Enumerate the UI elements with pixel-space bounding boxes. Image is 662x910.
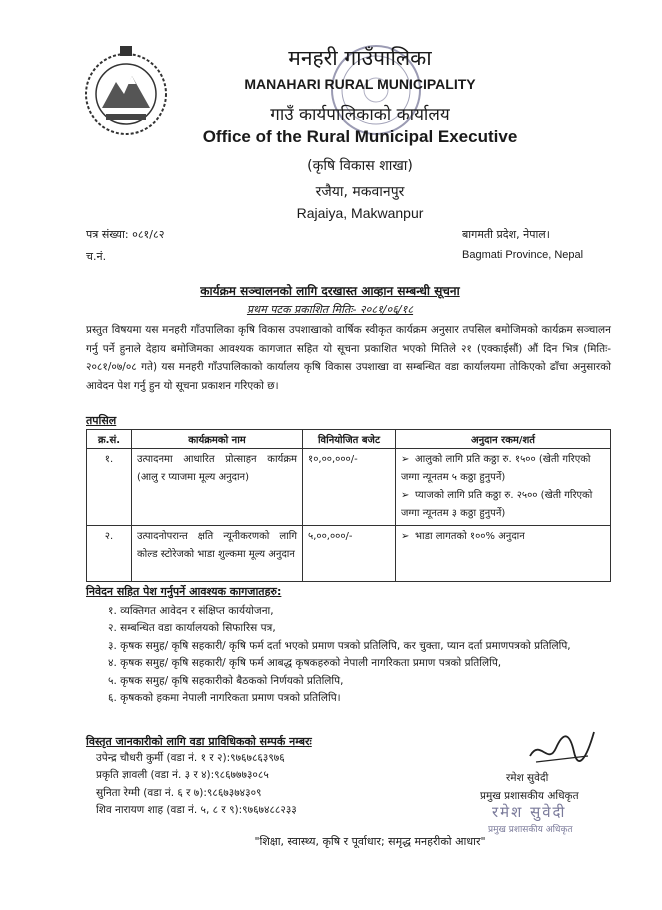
office-title-np: गाउँ कार्यपालिकाको कार्यालय (270, 105, 450, 125)
documents-list (108, 603, 608, 707)
header-terms: अनुदान रकम/शर्त (396, 430, 611, 449)
table-row (87, 526, 611, 582)
program-table (86, 429, 611, 582)
municipality-title-np: मनहरी गाउँपालिका (288, 46, 432, 70)
list-item: ६. कृषकको हकमा नेपाली नागरिकता प्रमाण पत्रको प्रतिलिपि। (108, 692, 341, 705)
terms-item: ➢ आलुको लागि प्रति कठ्ठा रु. १५०० (खेती गरिएको जग्गा न्यूनतम ५ कठ्ठा हुनुपर्ने) (401, 451, 605, 487)
address-np: रजैया, मकवानपुर (315, 184, 405, 200)
row-terms (396, 449, 611, 526)
contacts-list (96, 750, 297, 819)
list-item: प्रकृति ज्ञावली (वडा नं. ३ र ४):९८६७७७३०८५ (96, 769, 269, 782)
published-date: प्रथम पटक प्रकाशित मितिः- २०८१/०६/१८ (246, 303, 414, 316)
table-row (87, 449, 611, 526)
table-label: तपसिल (86, 414, 117, 427)
municipality-title-en: MANAHARI RURAL MUNICIPALITY (244, 76, 476, 92)
arrow-bullet-icon: ➢ (401, 454, 410, 465)
signatory-name: रमेश सुवेदी (506, 772, 549, 784)
footer-motto: "शिक्षा, स्वास्थ्य, कृषि र पूर्वाधार; समृद्ध मनहरीको आधार" (254, 835, 486, 848)
list-item: उपेन्द्र चौधरी कुर्मी (वडा नं. १ र २):९७६७८६३९७६ (96, 752, 285, 764)
address-en: Rajaiya, Makwanpur (296, 205, 424, 221)
letter-number: पत्र संख्या: ०८१/८२ (86, 228, 165, 241)
dispatch-number: च.नं. (86, 250, 107, 263)
branch-name: (कृषि विकास शाखा) (307, 158, 413, 174)
row-program: उत्पादनमा आधारित प्रोत्साहन कार्यक्रम (आलु र प्याजमा मूल्य अनुदान) (132, 449, 303, 526)
list-item: शिव नारायण शाह (वडा नं. ५, ८ र ९):९७६७४८८२३३ (96, 803, 297, 816)
signature-stamp: रमेश सुवेदी प्रमुख प्रशासकीय अधिकृत (488, 803, 573, 835)
terms-item: ➢ भाडा लागतको १००% अनुदान (401, 528, 605, 546)
signatory-role: प्रमुख प्रशासकीय अधिकृत (480, 790, 579, 802)
header-sn: क्र.सं. (87, 430, 132, 449)
list-item: ४. कृषक समुह/ कृषि सहकारी/ कृषि फर्म आबद्ध कृषकहरुको नेपाली नागरिकता प्रमाण पत्रको प्रतिलिपि, (108, 657, 502, 670)
terms-item: ➢ प्याजको लागि प्रति कठ्ठा रु. २५०० (खेती गरिएको जग्गा न्यूनतम ३ कठ्ठा हुनुपर्ने) (401, 487, 605, 523)
list-item: १. व्यक्तिगत आवेदन र संक्षिप्त कार्ययोजना, (108, 605, 274, 617)
province-np: बागमती प्रदेश, नेपाल। (462, 228, 550, 241)
row-terms (396, 526, 611, 582)
header-program: कार्यक्रमको नाम (132, 430, 303, 449)
row-sn: १. (87, 449, 132, 526)
arrow-bullet-icon: ➢ (401, 490, 410, 501)
list-item: सुनिता रेग्मी (वडा नं. ६ र ७):९८६७३७४३०९ (96, 786, 262, 799)
list-item: २. सम्बन्धित वडा कार्यालयको सिफारिस पत्र, (108, 622, 276, 635)
list-item: ३. कृषक समुह/ कृषि सहकारी/ कृषि फर्म दर्ता भएको प्रमाण पत्रको प्रतिलिपि, कर चुक्ता, प्यान दर्ता प्रमाणपत्रको प्रतिलिपि, (108, 639, 571, 652)
province-en: Bagmati Province, Nepal (462, 249, 584, 261)
contacts-label: विस्तृत जानकारीको लागि वडा प्राविधिकको सम्पर्क नम्बरः (86, 735, 312, 748)
row-budget: १०,००,०००/- (303, 449, 396, 526)
notice-title: कार्यक्रम सञ्चालनको लागि दरखास्त आव्हान सम्बन्धी सूचना (200, 284, 460, 298)
row-sn: २. (87, 526, 132, 582)
office-title-en: Office of the Rural Municipal Executive (202, 127, 518, 146)
arrow-bullet-icon: ➢ (401, 531, 410, 542)
row-budget: ५,००,०००/- (303, 526, 396, 582)
row-program: उत्पादनोपरान्त क्षति न्यूनीकरणको लागि कोल्ड स्टोरेजको भाडा शुल्कमा मूल्य अनुदान (132, 526, 303, 582)
handwritten-signature-icon (526, 726, 598, 770)
table-header-row (87, 430, 611, 449)
header-budget: विनियोजित बजेट (303, 430, 396, 449)
documents-label: निवेदन सहित पेश गर्नुपर्ने आवश्यक कागजातहरु: (86, 585, 282, 598)
notice-body: प्रस्तुत विषयमा यस मनहरी गाँउपालिका कृषि विकास उपशाखाको वार्षिक स्वीकृत कार्यक्रम अनुसार तपसिल बमोजिमको कार्यक्रम सञ्चालन गर्नु पर्ने हुनाले देहाय बमोजिमका आवश्यक कागजात सहित यो सूचना प्रकाशित भएको मितिले २१ (एक्काईसौं) औं दिन भित्र (मितिः- २०८१/०७/०८ गते) यस मनहरी गाँउपालिकाको कार्यालय कृषि विकास उपशाखा वा सम्बन्धित वडा कार्यालयमा तोकिएको ढाँचा अनुसारको आवेदन पेश गर्नु हुन यो सूचना प्रकाशन गरिएको छ। (86, 324, 611, 392)
list-item: ५. कृषक समुह/ कृषि सहकारीको बैठकको निर्णयको प्रतिलिपि, (108, 674, 344, 687)
